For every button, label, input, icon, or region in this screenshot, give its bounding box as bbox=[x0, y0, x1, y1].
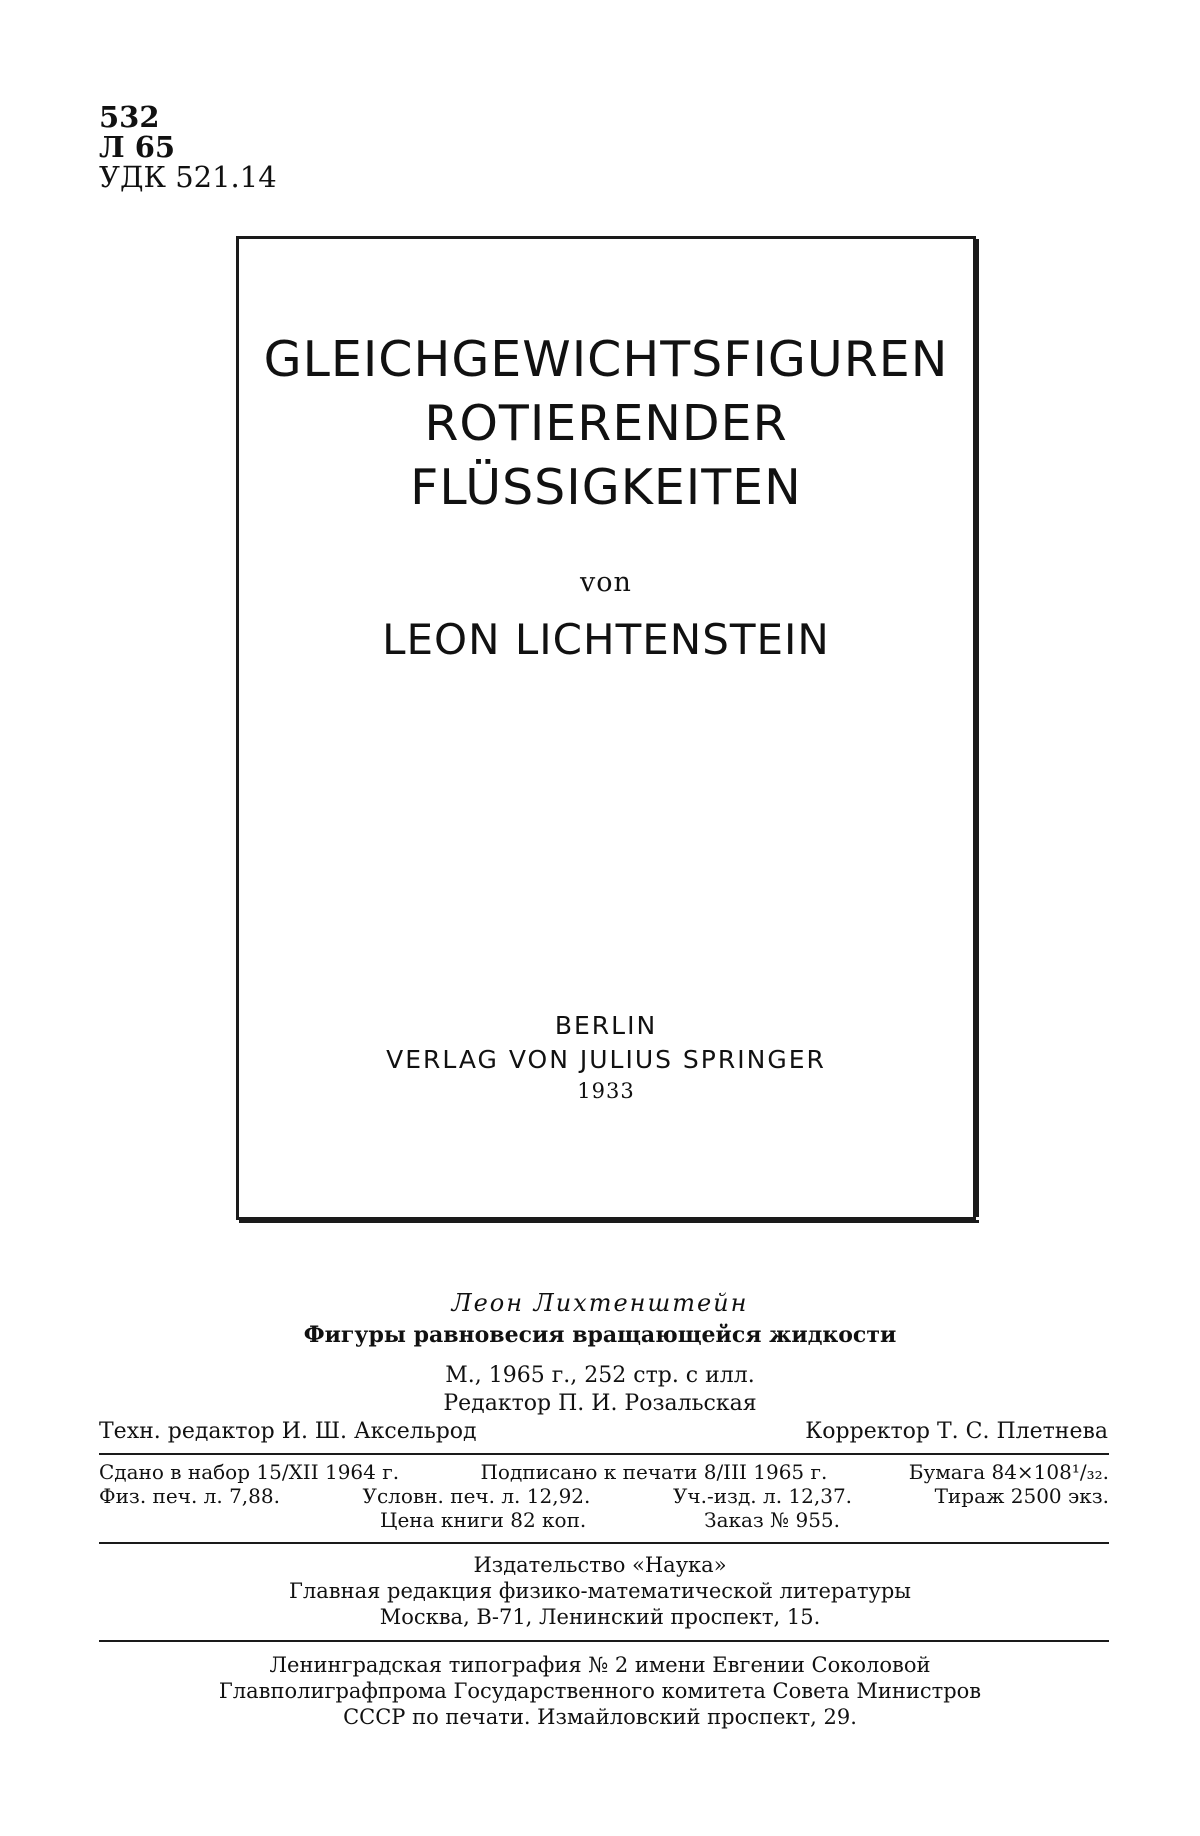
publication-year: 1933 bbox=[577, 1079, 635, 1103]
imprint-author: Леон Лихтенштейн bbox=[451, 1289, 749, 1317]
imprint-editor: Редактор П. И. Розальская bbox=[443, 1391, 757, 1416]
author-mark: Л 65 bbox=[99, 130, 176, 164]
title-line-1: GLEICHGEWICHTSFIGUREN bbox=[263, 331, 949, 388]
print-details-row-2 bbox=[99, 1484, 1109, 1508]
title-line-2: ROTIERENDER bbox=[424, 395, 788, 452]
bbk-code: 532 bbox=[99, 100, 160, 134]
print-details-row-1 bbox=[99, 1460, 1109, 1484]
printer-line-1: Ленинградская типография № 2 имени Евгении Соколовой bbox=[269, 1653, 931, 1677]
conventional-sheets: Условн. печ. л. 12,92. bbox=[362, 1484, 591, 1508]
publisher-ru-address: Москва, В-71, Ленинский проспект, 15. bbox=[379, 1605, 821, 1629]
paper-format: Бумага 84×108¹/₃₂. bbox=[908, 1460, 1109, 1484]
publisher-ru-name: Издательство «Наука» bbox=[473, 1553, 727, 1577]
publisher-ru-division: Главная редакция физико-математической литературы bbox=[288, 1579, 911, 1603]
physical-sheets: Физ. печ. л. 7,88. bbox=[99, 1484, 280, 1508]
print-run: Тираж 2500 экз. bbox=[934, 1484, 1109, 1508]
printer-line-2: Главполиграфпрома Государственного комитета Совета Министров bbox=[218, 1679, 982, 1703]
book-price: Цена книги 82 коп. bbox=[380, 1508, 587, 1532]
classification-code bbox=[99, 100, 160, 134]
publishing-sheets: Уч.-изд. л. 12,37. bbox=[672, 1484, 853, 1508]
by-word: von bbox=[580, 567, 632, 598]
order-number: Заказ № 955. bbox=[704, 1508, 840, 1532]
divider-3 bbox=[99, 1640, 1109, 1642]
imprint-corrector: Корректор Т. С. Плетнева bbox=[805, 1419, 1108, 1444]
printer-line-3: СССР по печати. Измайловский проспект, 29. bbox=[343, 1705, 857, 1729]
imprint-pub-info: М., 1965 г., 252 стр. с илл. bbox=[445, 1363, 755, 1388]
divider-1 bbox=[99, 1453, 1109, 1455]
imprint-tech-editor: Техн. редактор И. Ш. Аксельрод bbox=[99, 1419, 477, 1444]
signed-date: Подписано к печати 8/III 1965 г. bbox=[480, 1460, 828, 1484]
classification-author-mark bbox=[99, 130, 175, 164]
udc-code: УДК 521.14 bbox=[99, 160, 277, 194]
publisher-name: VERLAG VON JULIUS SPRINGER bbox=[386, 1045, 826, 1074]
typeset-date: Сдано в набор 15/XII 1964 г. bbox=[99, 1460, 400, 1484]
print-details-row-3 bbox=[380, 1508, 840, 1532]
title-line-3: FLÜSSIGKEITEN bbox=[410, 459, 802, 516]
author-name: LEON LICHTENSTEIN bbox=[382, 615, 830, 664]
imprint-title: Фигуры равновесия вращающейся жидкости bbox=[303, 1322, 897, 1348]
divider-2 bbox=[99, 1542, 1109, 1544]
publication-city: BERLIN bbox=[554, 1011, 658, 1040]
